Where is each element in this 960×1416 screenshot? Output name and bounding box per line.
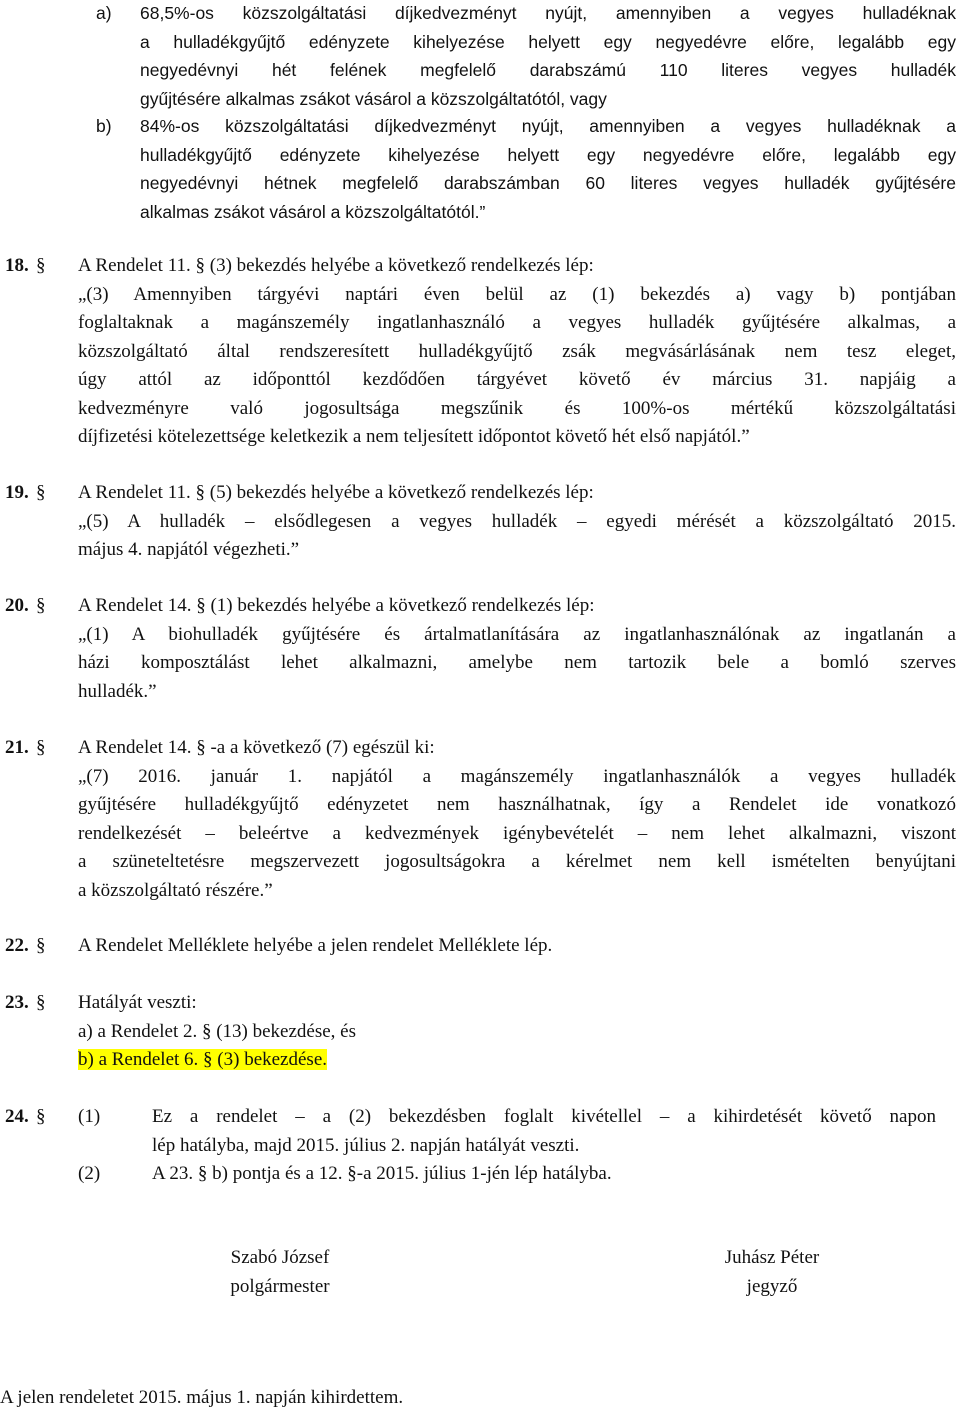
- section-20-line-3: hulladék.”: [78, 680, 157, 702]
- section-18-line-5: kedvezményre való jogosultsága megszűnik és 100%-os mértékű közszolgáltatási: [78, 397, 956, 419]
- section-18-heading: A Rendelet 11. § (3) bekezdés helyébe a következő rendelkezés lép:: [78, 255, 594, 276]
- section-19-sign: §: [36, 482, 46, 503]
- promulgation-note: A jelen rendeletet 2015. május 1. napján kihirdettem.: [0, 1387, 404, 1408]
- section-20-line-1: „(1) A biohulladék gyűjtésére és ártalmatlanítására az ingatlanhasználónak az ingatlanán a: [78, 623, 956, 645]
- section-18-line-1: „(3) Amennyiben tárgyévi naptári éven belül az (1) bekezdés a) vagy b) pontjában: [78, 283, 956, 305]
- section-24-sub1-line-2: lép hatályba, majd 2015. július 2. napján hatályát veszti.: [152, 1134, 580, 1156]
- signature-right-name: Juhász Péter: [724, 1247, 820, 1268]
- section-20-heading: A Rendelet 14. § (1) bekezdés helyébe a következő rendelkezés lép:: [78, 595, 595, 616]
- section-24-number: 24.: [5, 1106, 29, 1127]
- section-19-line-1: „(5) A hulladék – elsődlegesen a vegyes hulladék – egyedi mérését a közszolgáltató 2015.: [78, 510, 956, 532]
- section-18-line-3: közszolgáltató által rendszeresített hulladékgyűjtő zsák megvásárlásának nem tesz eleget,: [78, 340, 956, 362]
- section-19-heading: A Rendelet 11. § (5) bekezdés helyébe a következő rendelkezés lép:: [78, 482, 594, 503]
- section-18-number: 18.: [5, 255, 29, 276]
- section-18-line-2: foglaltaknak a magánszemély ingatlanhasználó a vegyes hulladék gyűjtésére alkalmas, a: [78, 312, 956, 333]
- section-21-line-4: a szüneteltetésre megszervezett jogosultságokra a kérelmet nem kell ismételten benyújtani: [78, 851, 956, 872]
- item-a-line-4: gyűjtésére alkalmas zsákot vásárol a közszolgáltatótól, vagy: [140, 88, 607, 109]
- section-20-sign: §: [36, 595, 46, 616]
- section-24-sub2-text: A 23. § b) pontja és a 12. §-a 2015. július 1-jén lép hatályba.: [152, 1163, 612, 1184]
- section-20: [78, 592, 956, 706]
- item-b-line-1: 84%-os közszolgáltatási díjkedvezményt nyújt, amennyiben a vegyes hulladéknak a: [140, 116, 956, 136]
- section-23-heading: Hatályát veszti:: [78, 992, 197, 1013]
- section-21-sign: §: [36, 737, 46, 758]
- signature-left: [180, 1244, 380, 1301]
- section-24-sign: §: [36, 1106, 46, 1127]
- section-21-line-5: a közszolgáltató részére.”: [78, 879, 273, 901]
- section-21-heading: A Rendelet 14. § -a a következő (7) egészül ki:: [78, 737, 435, 758]
- section-21: [78, 734, 956, 905]
- item-b-line-3: negyedévnyi hétnek megfelelő darabszámban 60 literes vegyes hulladék gyűjtésére: [140, 173, 956, 193]
- section-22-sign: §: [36, 935, 46, 956]
- section-24-sub1-line-1: Ez a rendelet – a (2) bekezdésben foglalt kivétellel – a kihirdetését követő napon: [152, 1106, 936, 1127]
- section-20-number: 20.: [5, 595, 29, 616]
- item-b-label: b): [96, 116, 112, 136]
- item-a-label: a): [96, 3, 112, 23]
- item-a-text: [140, 0, 956, 113]
- section-21-line-2: gyűjtésére hulladékgyűjtő edényzetet nem használhatnak, így a Rendelet ide vonatkozó: [78, 794, 956, 815]
- item-a-line-1: 68,5%-os közszolgáltatási díjkedvezményt nyújt, amennyiben a vegyes hulladéknak: [140, 3, 956, 23]
- signature-right-title: jegyző: [746, 1275, 798, 1297]
- section-23: [78, 989, 356, 1075]
- section-23-item-a: a) a Rendelet 2. § (13) bekezdése, és: [78, 1020, 357, 1042]
- section-19-line-2: május 4. napjától végezheti.”: [78, 539, 300, 560]
- section-24-sub1-label: (1): [78, 1106, 101, 1127]
- section-18: [78, 252, 956, 452]
- section-23-item-b-highlighted: b) a Rendelet 6. § (3) bekezdése.: [78, 1049, 328, 1070]
- section-21-line-1: „(7) 2016. január 1. napjától a magánszemély ingatlanhasználók a vegyes hulladék: [78, 765, 956, 787]
- item-b-line-2: hulladékgyűjtő edényzete kihelyezése helyett egy negyedévre előre, legalább egy: [140, 144, 956, 165]
- section-21-number: 21.: [5, 737, 29, 758]
- section-22-number: 22.: [5, 935, 29, 956]
- section-21-line-3: rendelkezését – beleértve a kedvezmények igénybevételét – nem lehet alkalmazni, viszont: [78, 822, 956, 844]
- item-a-line-3: negyedévnyi hét felének megfelelő darabszámú 110 literes vegyes hulladék: [140, 60, 956, 80]
- section-24-sub2-label: (2): [78, 1163, 101, 1184]
- signature-left-name: Szabó József: [230, 1247, 330, 1268]
- section-20-line-2: házi komposztálást lehet alkalmazni, amelybe nem tartozik bele a bomló szerves: [78, 652, 956, 673]
- section-19-number: 19.: [5, 482, 29, 503]
- signature-right: [672, 1244, 872, 1301]
- section-19: [78, 479, 956, 565]
- section-23-sign: §: [36, 992, 46, 1013]
- signature-left-title: polgármester: [230, 1275, 330, 1297]
- item-a-line-2: a hulladékgyűjtő edényzete kihelyezése helyett egy negyedévre előre, legalább egy: [140, 31, 956, 52]
- section-24-sub1: [152, 1103, 936, 1160]
- section-23-number: 23.: [5, 992, 29, 1013]
- section-22-text: A Rendelet Melléklete helyébe a jelen rendelet Melléklete lép.: [78, 935, 553, 956]
- item-b-text: [140, 112, 956, 226]
- section-18-line-4: úgy attól az időponttól kezdődően tárgyévet követő év március 31. napjáig a: [78, 369, 956, 390]
- section-18-sign: §: [36, 255, 46, 276]
- section-18-line-6: díjfizetési kötelezettsége keletkezik a nem teljesített időpontot követő hét első napjától.”: [78, 426, 750, 447]
- item-b-line-4: alkalmas zsákot vásárol a közszolgáltatótól.”: [140, 201, 486, 222]
